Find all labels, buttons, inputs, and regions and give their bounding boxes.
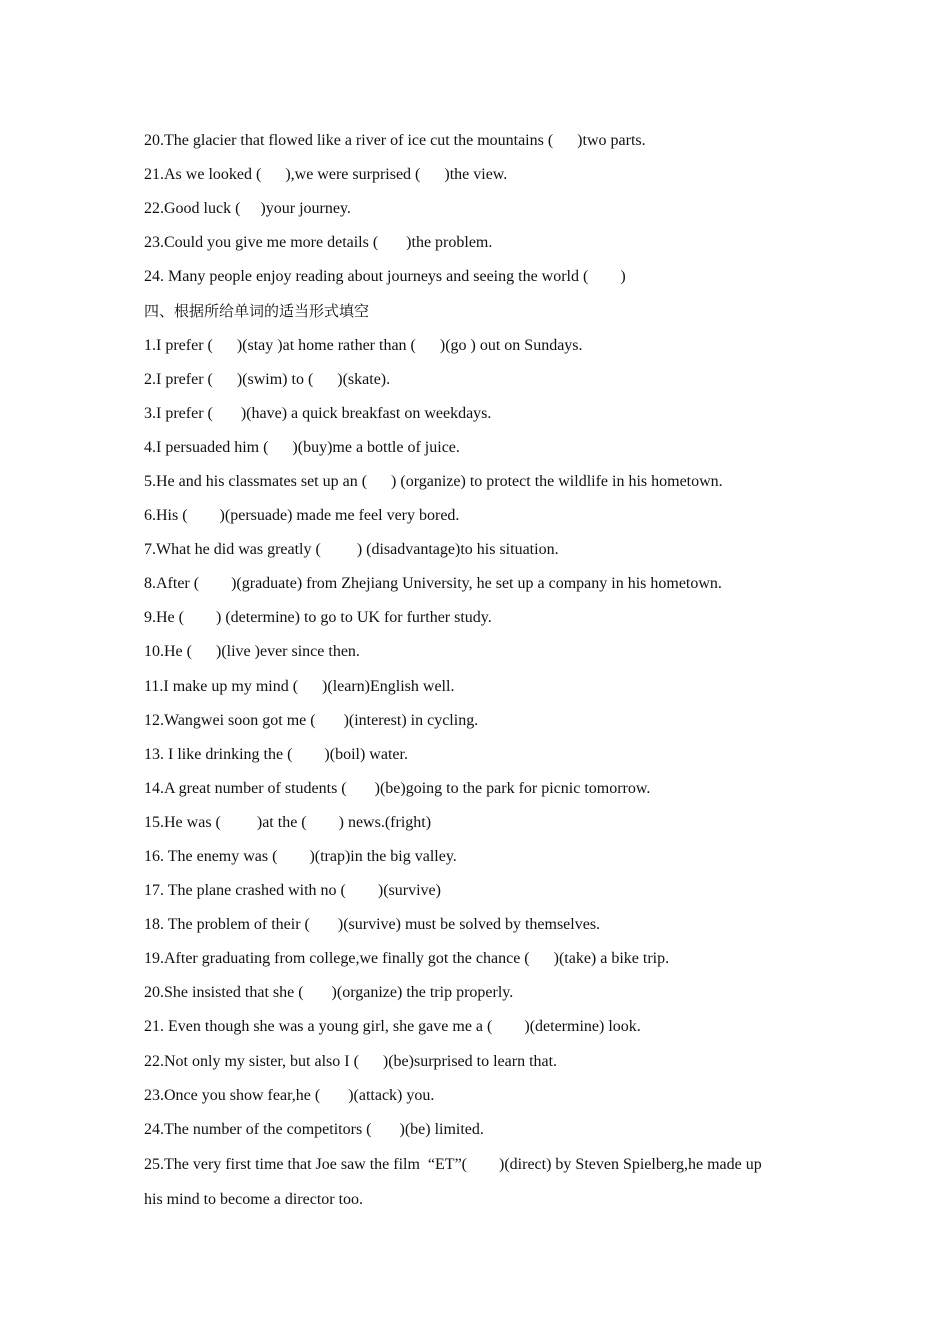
exercise-item: 5.He and his classmates set up an ( ) (organize) to protect the wildlife in his hometown.	[144, 472, 723, 490]
exercise-item-line1: 25.The very first time that Joe saw the film “ET”( )(direct) by Steven Spielberg,he made up	[144, 1155, 762, 1173]
exercise-item: 10.He ( )(live )ever since then.	[144, 643, 360, 661]
exercise-item: 7.What he did was greatly ( ) (disadvantage)to his situation.	[144, 541, 559, 559]
exercise-item: 18. The problem of their ( )(survive) must be solved by themselves.	[144, 916, 601, 934]
exercise-item: 24.The number of the competitors ( )(be) limited.	[144, 1120, 484, 1138]
exercise-item: 17. The plane crashed with no ( )(survive)	[144, 882, 441, 900]
exercise-item: 4.I persuaded him ( )(buy)me a bottle of juice.	[144, 438, 460, 456]
exercise-item: 24. Many people enjoy reading about journeys and seeing the world ( )	[144, 268, 626, 286]
section-heading: 四、根据所给单词的适当形式填空	[144, 302, 370, 321]
exercise-item: 6.His ( )(persuade) made me feel very bored.	[144, 507, 460, 525]
exercise-item: 15.He was ( )at the ( ) news.(fright)	[144, 813, 432, 831]
exercise-item: 2.I prefer ( )(swim) to ( )(skate).	[144, 370, 391, 388]
exercise-item: 13. I like drinking the ( )(boil) water.	[144, 745, 408, 763]
exercise-item: 3.I prefer ( )(have) a quick breakfast on weekdays.	[144, 404, 492, 422]
exercise-item: 23.Once you show fear,he ( )(attack) you.	[144, 1086, 435, 1104]
exercise-item: 12.Wangwei soon got me ( )(interest) in cycling.	[144, 711, 479, 729]
exercise-item: 21.As we looked ( ),we were surprised ( )the view.	[144, 166, 508, 184]
exercise-item-line2: his mind to become a director too.	[144, 1190, 364, 1208]
exercise-item: 23.Could you give me more details ( )the problem.	[144, 234, 493, 252]
exercise-item: 20.She insisted that she ( )(organize) the trip properly.	[144, 984, 514, 1002]
exercise-item: 20.The glacier that flowed like a river of ice cut the mountains ( )two parts.	[144, 132, 646, 149]
exercise-item: 22.Good luck ( )your journey.	[144, 200, 351, 218]
exercise-item: 16. The enemy was ( )(trap)in the big valley.	[144, 847, 457, 865]
exercise-item: 11.I make up my mind ( )(learn)English well.	[144, 677, 455, 695]
exercise-item: 19.After graduating from college,we finally got the chance ( )(take) a bike trip.	[144, 950, 670, 968]
exercise-item: 14.A great number of students ( )(be)going to the park for picnic tomorrow.	[144, 779, 651, 797]
exercise-item: 8.After ( )(graduate) from Zhejiang University, he set up a company in his hometown.	[144, 575, 722, 593]
exercise-item: 21. Even though she was a young girl, she gave me a ( )(determine) look.	[144, 1018, 641, 1036]
exercise-item: 1.I prefer ( )(stay )at home rather than ( )(go ) out on Sundays.	[144, 336, 583, 354]
exercise-content	[144, 124, 824, 1217]
exercise-item: 9.He ( ) (determine) to go to UK for further study.	[144, 609, 492, 627]
exercise-item: 22.Not only my sister, but also I ( )(be)surprised to learn that.	[144, 1052, 558, 1070]
